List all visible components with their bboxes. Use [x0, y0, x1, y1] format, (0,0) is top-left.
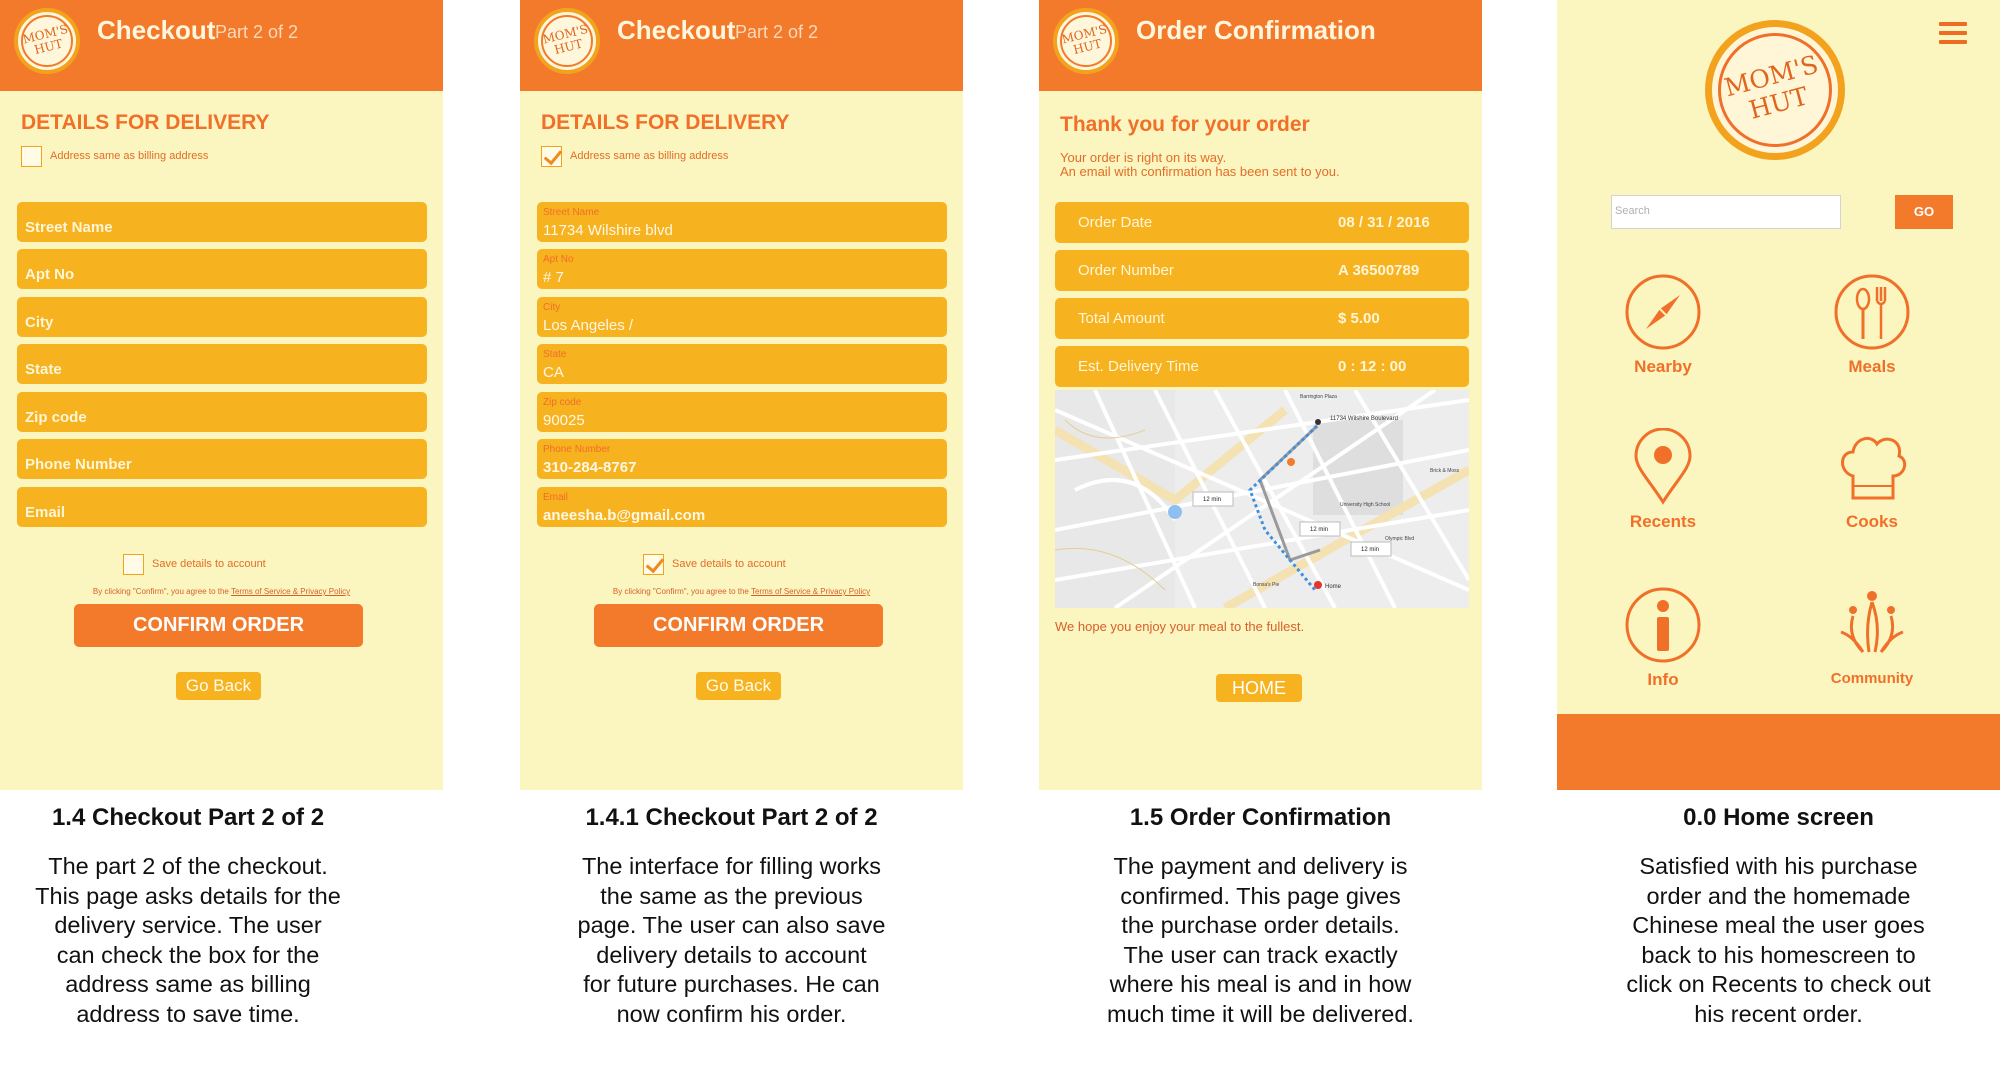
save-details-label: Save details to account — [152, 558, 266, 570]
terms-text: By clicking "Confirm", you agree to the Terms of Service & Privacy Policy — [92, 587, 351, 596]
map-home-label: Home — [1325, 584, 1342, 590]
order-number-row: Order Number A 36500789 — [1055, 250, 1469, 291]
map-eta-label: 12 min — [1203, 497, 1222, 503]
confirm-order-button[interactable]: CONFIRM ORDER — [594, 604, 883, 647]
save-details-checkbox[interactable] — [123, 554, 144, 575]
map-place-label: Olympic Blvd — [1385, 536, 1415, 542]
tile-label: Recents — [1629, 512, 1697, 531]
screen-order-confirmation — [1039, 0, 1482, 790]
moms-hut-logo[interactable]: MOM'S HUT — [14, 8, 80, 74]
terms-link[interactable]: Terms of Service & Privacy Policy — [230, 587, 351, 596]
zip-code-field[interactable]: Zip code — [17, 392, 427, 432]
caption-body: The payment and delivery is confirmed. This page gives the purchase order details. The user can track exactly where his meal is and in how much time it will be delivered. — [1107, 853, 1414, 1027]
go-back-button[interactable]: Go Back — [176, 672, 261, 700]
screen-checkout-empty — [0, 0, 443, 790]
map-graphic — [1055, 390, 1469, 608]
same-address-label: Address same as billing address — [50, 150, 209, 162]
section-title: DETAILS FOR DELIVERY — [21, 111, 270, 134]
caption-order-confirmation — [1039, 804, 1482, 1029]
page-subtitle: Part 2 of 2 — [215, 22, 299, 42]
confirmation-message: Your order is right on its way. An email with confirmation has been sent to you. — [1060, 150, 1340, 179]
hamburger-menu-icon[interactable] — [1939, 22, 1967, 44]
phone-number-field[interactable]: Phone Number — [17, 439, 427, 479]
zip-code-field[interactable]: Zip code 90025 — [537, 392, 947, 432]
page-subtitle: Part 2 of 2 — [735, 22, 819, 42]
header-bar — [520, 0, 963, 91]
map-place-label: Barrington Plaza — [1300, 394, 1337, 400]
state-field[interactable]: State CA — [537, 344, 947, 384]
same-address-label: Address same as billing address — [570, 150, 729, 162]
save-details-label: Save details to account — [672, 558, 786, 570]
tile-label: Meals — [1848, 357, 1896, 376]
enjoy-message: We hope you enjoy your meal to the fullest. — [1055, 619, 1305, 634]
map-eta-label: 12 min — [1310, 527, 1329, 533]
caption-title: 1.4.1 Checkout Part 2 of 2 — [585, 804, 878, 831]
community-icon — [1833, 586, 1911, 664]
city-field[interactable]: City Los Angeles / — [537, 297, 947, 337]
footer-bar — [1557, 714, 2000, 790]
go-button[interactable]: GO — [1895, 195, 1953, 229]
map-dest-label: 11734 Wilshire Boulevard — [1330, 416, 1398, 422]
cooks-tile[interactable] — [1812, 428, 1932, 532]
header-bar — [0, 0, 443, 91]
tile-label: Nearby — [1634, 357, 1692, 376]
save-details-checkbox[interactable] — [643, 554, 664, 575]
tile-label: Cooks — [1846, 512, 1898, 531]
caption-title: 0.0 Home screen — [1683, 804, 1874, 831]
compass-icon — [1624, 273, 1702, 351]
thank-you-heading: Thank you for your order — [1060, 113, 1310, 136]
screen-checkout-filled — [520, 0, 963, 790]
map-place-label: Bonsa's Pie — [1253, 582, 1280, 588]
caption-body: The part 2 of the checkout. This page asks details for the delivery service. The user can check the box for the address same as billing address to save time. — [35, 853, 341, 1027]
terms-link[interactable]: Terms of Service & Privacy Policy — [750, 587, 871, 596]
street-name-field[interactable]: Street Name 11734 Wilshire blvd — [537, 202, 947, 242]
caption-checkout-filled — [520, 804, 943, 1029]
recents-tile[interactable] — [1603, 428, 1723, 532]
delivery-time-row: Est. Delivery Time 0 : 12 : 00 — [1055, 346, 1469, 387]
moms-hut-logo: MOM'S HUT — [1705, 20, 1845, 160]
caption-body: The interface for filling works the same as the previous page. The user can also save delivery details to account for future purchases. He can now confirm his order. — [577, 853, 886, 1027]
same-address-checkbox[interactable] — [21, 146, 42, 167]
state-field[interactable]: State — [17, 344, 427, 384]
header-bar — [1039, 0, 1482, 91]
moms-hut-logo[interactable]: MOM'S HUT — [534, 8, 600, 74]
nearby-tile[interactable] — [1603, 273, 1723, 377]
city-field[interactable]: City — [17, 297, 427, 337]
search-input[interactable]: Search — [1611, 195, 1841, 229]
page-title: Order Confirmation — [1136, 15, 1376, 45]
street-name-field[interactable]: Street Name — [17, 202, 427, 242]
phone-number-field[interactable]: Phone Number 310-284-8767 — [537, 439, 947, 479]
home-button[interactable]: HOME — [1216, 674, 1302, 702]
meals-tile[interactable] — [1812, 273, 1932, 377]
moms-hut-logo[interactable]: MOM'S HUT — [1053, 8, 1119, 74]
info-icon — [1624, 586, 1702, 664]
email-field[interactable]: Email aneesha.b@gmail.com — [537, 487, 947, 527]
page-title: Checkout — [617, 15, 736, 45]
tile-label: Community — [1830, 670, 1914, 687]
same-address-checkbox[interactable] — [541, 146, 562, 167]
map-place-label: University High School — [1340, 502, 1391, 508]
apt-no-field[interactable]: Apt No — [17, 249, 427, 289]
caption-title: 1.4 Checkout Part 2 of 2 — [51, 804, 325, 831]
map-eta-label: 12 min — [1361, 547, 1380, 553]
section-title: DETAILS FOR DELIVERY — [541, 111, 790, 134]
terms-text: By clicking "Confirm", you agree to the Terms of Service & Privacy Policy — [612, 587, 871, 596]
go-back-button[interactable]: Go Back — [696, 672, 781, 700]
screen-home — [1557, 0, 2000, 790]
total-amount-row: Total Amount $ 5.00 — [1055, 298, 1469, 339]
tile-label: Info — [1647, 670, 1679, 689]
info-tile[interactable] — [1603, 586, 1723, 690]
caption-checkout — [0, 804, 376, 1029]
caption-home-screen — [1557, 804, 2000, 1029]
confirm-order-button[interactable]: CONFIRM ORDER — [74, 604, 363, 647]
page-title: Checkout — [97, 15, 216, 45]
order-date-row: Order Date 08 / 31 / 2016 — [1055, 202, 1469, 243]
cutlery-icon — [1833, 273, 1911, 351]
chef-hat-icon — [1833, 428, 1911, 506]
community-tile[interactable] — [1812, 586, 1932, 687]
caption-title: 1.5 Order Confirmation — [1129, 804, 1392, 831]
email-field[interactable]: Email — [17, 487, 427, 527]
delivery-tracking-map[interactable] — [1055, 390, 1469, 608]
location-pin-icon — [1624, 428, 1702, 506]
map-place-label: Brick & Moss — [1430, 468, 1460, 474]
apt-no-field[interactable]: Apt No # 7 — [537, 249, 947, 289]
caption-body: Satisfied with his purchase order and the homemade Chinese meal the user goes back to his homescreen to click on Recents to check out his recent order. — [1626, 853, 1931, 1027]
